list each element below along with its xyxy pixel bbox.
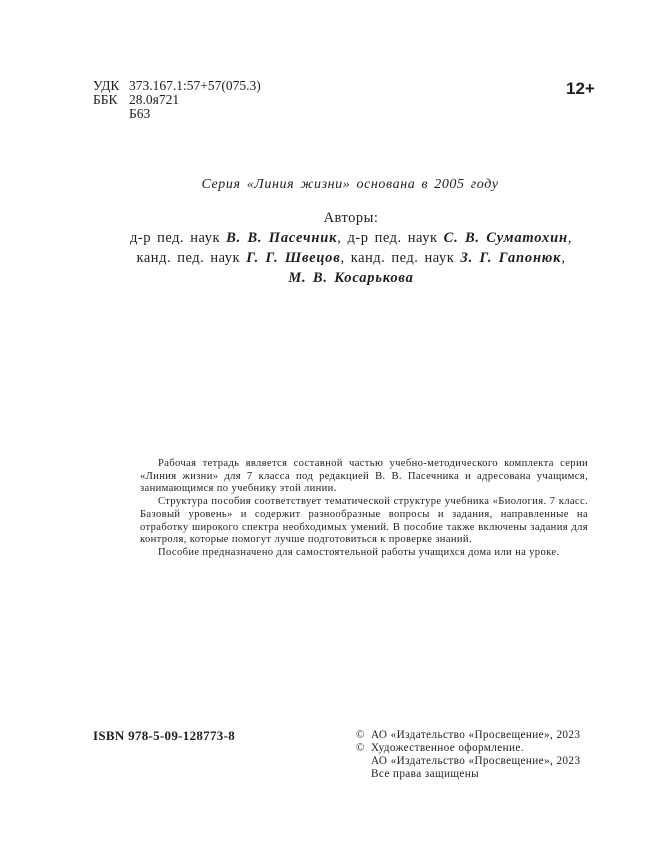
authors-heading: Авторы: [323, 210, 379, 226]
classification-codes [93, 79, 261, 121]
separator-text: , [561, 250, 566, 266]
copyright-line-3 [356, 755, 580, 768]
degree-text: , канд. пед. наук [340, 250, 461, 266]
isbn: ISBN 978-5-09-128773-8 [93, 728, 236, 743]
degree-text: канд. пед. наук [136, 250, 247, 266]
bbk-label: ББК [93, 92, 118, 107]
annotation-paragraph: Структура пособия соответствует тематической структуре учебника «Биология. 7 класс. Базовый уровень» и содержит разнообразные вопросы и задания, направленные на отработку широкого спектра необходимых умений. В пособие также включены задания для контроля, которые помогут лучше подготовиться к проверке знаний. [140, 496, 588, 546]
authors-line-2 [80, 248, 622, 268]
bbk-row [93, 93, 261, 107]
udk-value: 373.167.1:57+57(075.3) [129, 78, 261, 93]
degree-text: д-р пед. наук [130, 230, 227, 246]
authors-line-3 [80, 268, 622, 288]
copyright-text: Художественное оформление. [371, 742, 524, 754]
degree-text: , д-р пед. наук [337, 230, 444, 246]
annotation-paragraph: Рабочая тетрадь является составной частью учебно-методического комплекта серии «Линия жизни» для 7 класса под редакцией В. В. Пасечника и адресована учащимся, занимающимся по учебнику этой линии. [140, 458, 588, 495]
author-name: З. Г. Гапонюк [460, 250, 562, 266]
annotation-block [140, 458, 588, 560]
copyright-block [356, 729, 580, 781]
author-mark: Б63 [129, 106, 151, 121]
copyright-line-4 [356, 768, 580, 781]
copyright-line-2 [356, 742, 580, 755]
author-name: М. В. Косарькова [288, 270, 414, 286]
copyright-icon: © [356, 729, 365, 741]
copyright-icon: © [356, 742, 365, 754]
copyright-text: АО «Издательство «Просвещение», 2023 [371, 729, 581, 741]
authors-block [80, 208, 622, 288]
separator-text: , [567, 230, 572, 246]
age-rating-badge: 12+ [566, 79, 595, 98]
copyright-text: АО «Издательство «Просвещение», 2023 [371, 755, 581, 767]
authors-line-1 [80, 228, 622, 248]
udk-label: УДК [93, 78, 120, 93]
rights-reserved-text: Все права защищены [371, 768, 480, 780]
udk-row [93, 79, 261, 93]
copyright-line-1 [356, 729, 580, 742]
author-name: Г. Г. Швецов [246, 250, 341, 266]
author-name: В. В. Пасечник [226, 230, 338, 246]
bbk-value: 28.0я721 [129, 92, 180, 107]
author-name: С. В. Суматохин [443, 230, 568, 246]
series-line: Серия «Линия жизни» основана в 2005 году [201, 177, 499, 192]
annotation-paragraph: Пособие предназначено для самостоятельной работы учащихся дома или на уроке. [158, 546, 560, 558]
